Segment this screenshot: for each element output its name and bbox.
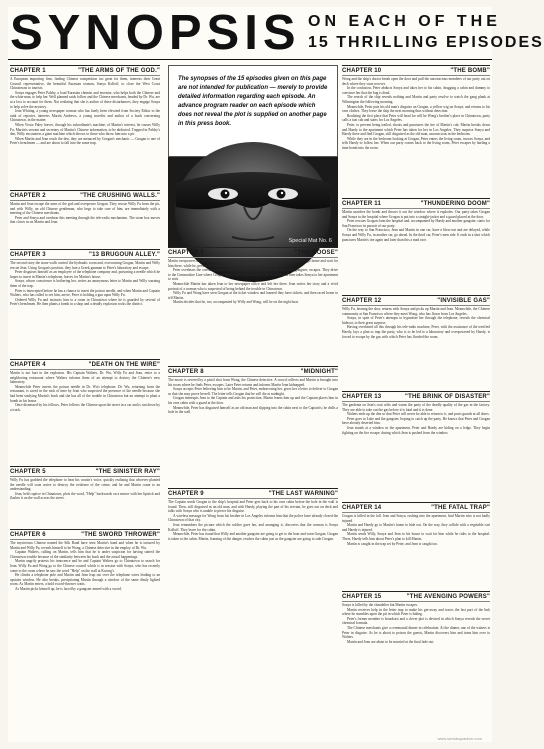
chapter-paragraph: Martin and Jean escape the arms of the god and overpower Grogan. They rescue Willy Fu from the pit, and with Willy, an old Chinese gentleman, who begs to take care of him, are immediately with a meeting of the Chinese merchants. — [10, 202, 160, 216]
chapter-paragraph: Meanwhile Martin has taken Jean to her newspaper office and left her there. Jean writes her story and a vivid portrait of a woman who is suspected of being behind the trouble in Chinatown. — [168, 281, 338, 291]
chapter-title: "THE SWORD THROWER" — [81, 532, 160, 538]
chapter-paragraph: Peter disguises himself as an employee of the telephone company and, poisoning a needle which he hopes to insert in Martin's telephone, leaves for Martin's house. — [10, 270, 160, 279]
chapter-title: "THE FATAL TRAP" — [431, 505, 490, 511]
chapter-paragraph: Jean remembers the picture which the soldier gave her, and arranging it, discovers that the woman is Sonya Kolloff. They leave for the cabin. — [168, 522, 338, 532]
chapter-paragraph: The second story the stone walls control the hydraulic room and, overcoming Grogan, Martin and Willy rescue Jean. Using Grogan's position, they lure a Greek gunman to Peter's laboratory and escape. — [10, 261, 160, 270]
chapter-paragraph: Grogan is killed in the fall. Jean and Sonya, rushing into the apartment, find Martin who is not badly injured. — [342, 514, 490, 523]
chapter-paragraph: Sonya accepts Peter believing him to be Martin, and Peter, endeavoring her, gives her a letter to deliver to Grogan so that she may prove herself. The letter tells Grogan that he will die at midnight. — [168, 387, 338, 396]
chapter-paragraph: When Martin and Jean reach the den, they are menaced by Grogan's mechanic — Grogan is one of Peter's henchmen — and are about to fall into the same trap. — [10, 136, 160, 146]
chapter-paragraph: A European importing firm, finding Chinese competition too great for them, interests their Great Council representative, the beautiful Eurasian woman, Sonya Kolloff, to close the West Coast Chinatowns to tourists. — [10, 77, 160, 91]
chapter-paragraph: Peter, to prevent being trailed, shoots and punctures the tire of Martin's cab. Martin breaks down and Haedy to the apartment which Peter has taken for her in Los Angeles. They surprise Sonya and Haedy there and find Grogan, still disguised as the old man, unconscious in the bedroom. — [342, 122, 490, 137]
chapter-paragraph: He climbs a telephone pole and Martin and Jean leap out over the telephone wires leading to an upstairs window. He also breaks, precipitating Martin through a window of the same dimly lighted room. As Martin enters, a bold sword-thrower waits. — [10, 573, 160, 587]
chapter-paragraph: Once dismissed by his fellows, Peter follows the Chinese upon the street in a car and is run down by a truck. — [10, 403, 160, 412]
chapter-paragraph: The search of the ship reveals nothing and Martin and party resolve to watch the gang plank at Wilmington the following morning. — [342, 95, 490, 104]
masked-face-image — [168, 157, 338, 247]
chapter-title: "THUNDERING DOOM" — [420, 201, 490, 207]
chapter-number: CHAPTER 13 — [342, 394, 382, 400]
chapter-heading — [168, 250, 338, 258]
chapter-paragraph: The Captain sends Grogan to the ship's hospital and Peter gets back to his own cabin before the hole in the wall is found. Then, still disguised as an old man, and with Haedy, playing the part of his servant, he goes out on deck and talks with Sonya who is unable to pierce his disguise. — [168, 500, 338, 514]
chapter-paragraph: Peter overhears the conversation and taking Grogan, Grogan, Haedy and one other gangster, escapes. They drive to the Commodore Line where Grogan buys tickets to Los Angeles for them all and then takes Sonya to her apartment to wait. — [168, 268, 338, 282]
subtitle-line-2: 15 THRILLING EPISODES — [308, 34, 544, 51]
chapter-1 — [10, 65, 160, 190]
chapter-paragraph: Martin and Jean are about to be married at the final fade out. — [347, 639, 435, 644]
chapter-paragraph: Martin receives help in the letter trap to make his get-away and traces the last part of the link where he stumbles upon the pit in which Peter is hiding. — [342, 607, 490, 617]
chapter-title: "DEATH ON THE WIRE" — [88, 362, 160, 368]
chapter-heading — [10, 252, 160, 260]
chapter-paragraph: Wong and the ship's doctor break open the door and pull the unconscious members of our party out on deck where they soon recover. — [342, 77, 490, 86]
chapter-number: CHAPTER 2 — [10, 193, 46, 199]
chapter-number: CHAPTER 11 — [342, 201, 382, 207]
press-book-page — [8, 6, 544, 742]
chapter-paragraph: Jean, held captive in Chinatown, plots the word, "Help" backwards on a mirror with her lipstick and flashes it on the wall across the street. — [10, 491, 160, 501]
chapter-number: CHAPTER 9 — [168, 491, 204, 497]
chapter-title: "THE BOMB" — [450, 68, 490, 74]
chapter-heading — [342, 505, 490, 513]
chapter-paragraph: Martin is caught in the trap set by Peter, and Jean is caught too. — [347, 541, 438, 546]
chapter-15 — [342, 591, 490, 727]
column-left — [10, 65, 160, 737]
chapter-number: CHAPTER 1 — [10, 68, 46, 74]
chapter-paragraph: Realizing the first place that Peter will head for will be Wong's brother's place in Chinatown, party calls a taxi cab and starts for Los Angeles. — [342, 113, 490, 123]
chapter-paragraph: Meanwhile, Peter has found that Willy and another gangster are going to get to the boat and warn Grogan. Grogan is taken to the cabin. Martin, learning of the danger, reaches the cabin just as the gangster are going to stab Grogan. — [168, 532, 338, 541]
chapter-paragraph: The mysterious Chinese named the Silk Band have seen Martin's hand and when he is tortured by Martin and Willy Fu, reveals himself to be Wong, a Chinese detective in the employ of Dr. Wu. — [10, 541, 160, 550]
chapter-title: "THE BRINK OF DISASTER" — [405, 394, 490, 400]
chapter-title: "THE NOOSE" — [294, 250, 338, 256]
chapter-9 — [168, 488, 338, 604]
chapter-paragraph: Ordered Willy Fu and instructs him to a room in Chinatown where he is guarded by several of Peter's henchmen. He then plants a bomb in a shop and a deadly explosion rocks the district. — [10, 297, 160, 307]
chapter-number: CHAPTER 12 — [342, 298, 382, 304]
chapter-paragraph: Jean stands at a window in the apartment. Peter and Haedy are hiding on a ledge. They begin fighting on the fire escape, during which Jean is pushed from the window. — [342, 425, 490, 435]
chapter-number: CHAPTER 6 — [10, 532, 46, 538]
chapter-paragraph: Sonya engages Peter Palsby, a loud Eurasian chemist and inventor, who helps both the Chinese and the white man, to help her. Well planned raids follow and the Chinese merchants, headed by Dr. Wu, are at a loss to account for them. Not realizing that she is author of these disturbances, they engage Sonya to help solve the mystery. — [10, 90, 160, 109]
chapter-paragraph: Martin snatches the bomb and throws it out the window where it explodes. Our party takes Grogan and Sonya to the hospital where Grogan is put into a straight-jacket and a guard placed at the door. — [342, 210, 490, 219]
chapter-paragraph: Grogan interrupts Jean to the Captain and asks his protection. Martin learns him up and the Captain places him in his own cabin with a guard at the door. — [168, 396, 338, 405]
chapter-4 — [10, 359, 160, 466]
chapter-number: CHAPTER 5 — [10, 469, 46, 475]
chapter-heading — [10, 469, 160, 477]
chapter-3 — [10, 249, 160, 359]
chapter-paragraph: Peter rescues Grogan from the hospital and, accompanied by Haedy and another gangster, starts for San Francisco in pursuit of our party. — [342, 219, 490, 228]
chapter-paragraph: Walters ends up the den so that Peter will never be able to return to it, and posts guards at all doors. — [347, 412, 490, 417]
chapter-5 — [10, 466, 160, 529]
chapter-paragraph: A wireless message for Wong from his brother in Los Angeles informs him that the police have already closed the Chinatown of that city. — [168, 513, 338, 523]
chapter-paragraph: Peter is intercepted before he has a chance to insert the poison needle, and when Martin and Captain Walters, who has called to see him, arrive, Peter is holding a gun upon Willy Fu. — [10, 288, 160, 298]
chapter-heading — [168, 491, 338, 499]
chapter-paragraph: Willy Fu has grabbed the telephone to hear his cousin's voice, quickly realizing that whoever planted the needle will soon arrive to destroy the evidence of the crime, and he and Martin come to an understanding. — [10, 478, 160, 492]
chapter-8 — [168, 366, 338, 488]
chapter-paragraph: Sonya is killed by the chandelier but Martin escapes. — [342, 603, 418, 607]
chapter-paragraph: While they are in the bedroom looking at Grogan, Peter enters the living room, trusses Sonya, and tells Haedy to follow her. When our party comes back to the living room, Peter escapes by hurling a time bomb into the room. — [342, 136, 490, 150]
chapter-title: "THE SINISTER RAY" — [95, 469, 160, 475]
chapter-10 — [342, 65, 490, 198]
chapter-title: "THE AVENGING POWERS" — [406, 594, 490, 600]
chapter-heading — [342, 298, 490, 306]
chapter-paragraph: Sonya, in spite of Peter's attempts to hypnotize her through the telephone, reveals the chemical hideout, to their great surprise. — [342, 316, 490, 325]
masthead — [8, 6, 544, 60]
chapter-paragraph: Peter goes to Lake and the gangster, hoping to catch up the party. He knows that Peter and Grogan have already deserted him. — [342, 416, 490, 426]
chapter-11 — [342, 198, 490, 295]
chapter-paragraph: The Chinese merchants give a ceremonial dinner in celebration. At the dinner, one of the waiters is Peter in disguise. As he is about to poison the guests, Martin discovers him and turns him over to Walters. — [342, 625, 490, 640]
chapter-heading — [342, 68, 490, 76]
chapter-7 — [168, 247, 338, 366]
chapter-paragraph: The noose is severed by a pistol shot from Wong, the Chinese detective. A crowd collects and Martin is brought into his room where he finds Peter, escapes. Later Peter returns and informs Martin Jean kidnapped. — [168, 378, 338, 387]
chapter-heading — [10, 68, 160, 76]
chapter-paragraph: In the confusion, Peter abducts Sonya and takes her to his cabin, drugging a cabin and dummy to convince her that the bug is dead. — [342, 86, 490, 95]
chapter-paragraph: Willy Fu, hearing the shot, returns with Sonya and picks up Martin and Jean. Meanwhile, the Chinese community at San Francisco where they meet Wong, who has flown from Los Angeles. — [342, 307, 490, 316]
column-right — [342, 65, 490, 737]
chapter-paragraph: Martin angrily protests his innocence and he and Captain Walters go to Chinatown to search for Jean. Willy Fu and Wong go to the Chinese council which is in session with Sonya, who has recently come to the room where he saw the word "Help" on the wall at Kwong's. — [10, 559, 160, 573]
chapter-heading — [10, 532, 160, 540]
chapter-paragraph: Peter and Sonya and overhear this meeting through the tele-radio mechanism. The stone box moves that closes in on Martin and Jean. — [10, 215, 160, 225]
chapter-paragraph: When Victor Paley leaves, through his subordinate's machine, of Martin's interest, he causes Willy Fu, Martin's servant and secretary of Martin's Chinese information, to be abducted. Trapped in Palsby's den, Willy encounters a giant machine which throws to those who throw him into a pit. — [10, 122, 160, 137]
chapter-heading — [10, 193, 160, 201]
chapter-title: "THE LAST WARNING" — [268, 491, 338, 497]
chapter-paragraph: Meanwhile, Peter has disguised himself as an old man and slipping into the cabin next to the Captain's; he drills a hole in the wall. — [168, 405, 338, 415]
chapter-heading — [10, 362, 160, 370]
chapter-paragraph: Meanwhile, Peter puts his old man's disguise on Grogan, a yellow wig on Sonya, and returns to his own clothes. They leave the ship the next morning thus without detection. — [342, 104, 490, 114]
chapter-number: CHAPTER 7 — [168, 250, 204, 256]
chapter-paragraph: Jean Whiting, a young newspaper woman who has lately been elevated from Society Editor to the rank of reporter, interests Martin Andrews, a young novelist and author of a book concerning Chinatown, in the matter. — [10, 109, 160, 123]
chapter-title: "THE CRUSHING WALLS." — [80, 193, 160, 199]
chapter-paragraph: Martin decides that he, too, accompanied by Willy and Wong, will be on the night boat. — [173, 300, 299, 305]
chapter-paragraph: Martin overpowers the gangster, and taking Jean out of the den, meets Walters, who tells him to go home and wait for him there, while he, personally sees to it that the den is closed by the police. — [168, 259, 338, 268]
promo-text: The synopses of the 15 episodes given on this page are not intended for publication — merely to provide detailed information regarding each episode. An advance program reader on each episode which does not reveal the plot is supplied on another page in this press book. — [178, 76, 328, 127]
chapter-number: CHAPTER 10 — [342, 68, 382, 74]
chapter-paragraph: Martin is not hurt in the explosion. His Captain Walters, Dr. Wu, Willy Fu and Jean, retire to a neighboring restaurant where Walters informs them of an attempt to destroy the Chinese's new laboratory. — [10, 371, 160, 385]
photo-caption: Special Mat No. 6 — [288, 238, 332, 244]
chapter-6 — [10, 529, 160, 735]
chapter-14 — [342, 502, 490, 591]
chapter-paragraph: Martin and Haedy go to Martin's home to hide out. On the way, they collide with a vegetable cart and Haedy is injured. — [342, 523, 490, 532]
column-middle — [168, 65, 338, 737]
chapter-2 — [10, 190, 160, 249]
chapter-title: "INVISIBLE GAS" — [437, 298, 490, 304]
chapter-heading — [168, 369, 338, 377]
watermark: www.serialsquadron.com — [437, 736, 482, 741]
chapter-paragraph: Martin sends Willy, Sonya and Jean to his house to wait for him while he rides to the hospital. There, Haedy tells him about Peter's plan to kill Martin. — [342, 532, 490, 541]
chapter-number: CHAPTER 15 — [342, 594, 382, 600]
chapter-heading — [342, 201, 490, 209]
chapter-paragraph: Willy Fu and Wong have seen Grogan at the ticket window and learned they have tickets; and then raced home to tell Martin. — [168, 291, 338, 300]
chapter-paragraph: Peter's former member is broadcast and a clever plot is devised in which Sonya reveals the secret chemical formula. — [342, 616, 490, 626]
chapter-paragraph: Sonya, whose conscience is bothering her, writes an anonymous letter to Martin and Willy warning them of the trap. — [10, 279, 160, 288]
chapter-paragraph: Captain Walters, calling on Martin, tells him that he is under suspicion for having started the Chinatown trouble because of the similarity between his book and the actual happenings. — [10, 550, 160, 559]
chapter-number: CHAPTER 8 — [168, 369, 204, 375]
chapter-title: "THE ARMS OF THE GOD." — [78, 68, 160, 74]
chapter-heading — [342, 394, 490, 402]
page-title: SYNOPSIS — [10, 6, 301, 60]
chapter-paragraph: Having overheard all this through his tele-radio machine, Peter, with the assistance of the terrified Haedy, lays a plan to trap the party, who is to be led to a laboratory and overpowered by Haedy, is forced to escape by the gas with which Peter has flooded the room. — [342, 325, 490, 339]
chapter-number: CHAPTER 4 — [10, 362, 46, 368]
chapter-13 — [342, 391, 490, 502]
chapter-paragraph: The gardenia on Jean's coat wilts and warns the party of the deadly quality of the gas in the factory. They are able to take out the gas before it is fatal and it is done. — [342, 403, 490, 412]
chapter-paragraph: Meanwhile Peter inserts the poison needle in Dr. Wu's telephone. Dr. Wu, returning from the restaurant, is saved in the nick of time by Jean who suspected the presence of the needle because she had been studying Martin's book and she has all of the trouble in Chinatown but an attempt to plant a bomb in his house. — [10, 384, 160, 403]
chapter-heading — [342, 594, 490, 602]
masked-face-photo — [168, 157, 338, 247]
chapter-number: CHAPTER 3 — [10, 252, 46, 258]
chapter-paragraph: On the way to San Francisco, Jean and Martin in one car, have a blow-out and are delayed, while Sonya and Willy Fu, in another car, go ahead. In the third car, Peter's men ride. It ends in a shot which punctures Martin's tire again and later than this a mad race. — [342, 228, 490, 242]
chapter-12 — [342, 295, 490, 391]
chapter-title: "MIDNIGHT" — [300, 369, 338, 375]
chapter-paragraph: As Martin picks himself up, he is faced by a gangster armed with a sword. — [15, 586, 122, 591]
chapter-number: CHAPTER 14 — [342, 505, 382, 511]
chapter-title: "13 BRUGOUN ALLEY." — [89, 252, 160, 258]
subtitle-line-1: ON EACH OF THE — [308, 13, 501, 30]
